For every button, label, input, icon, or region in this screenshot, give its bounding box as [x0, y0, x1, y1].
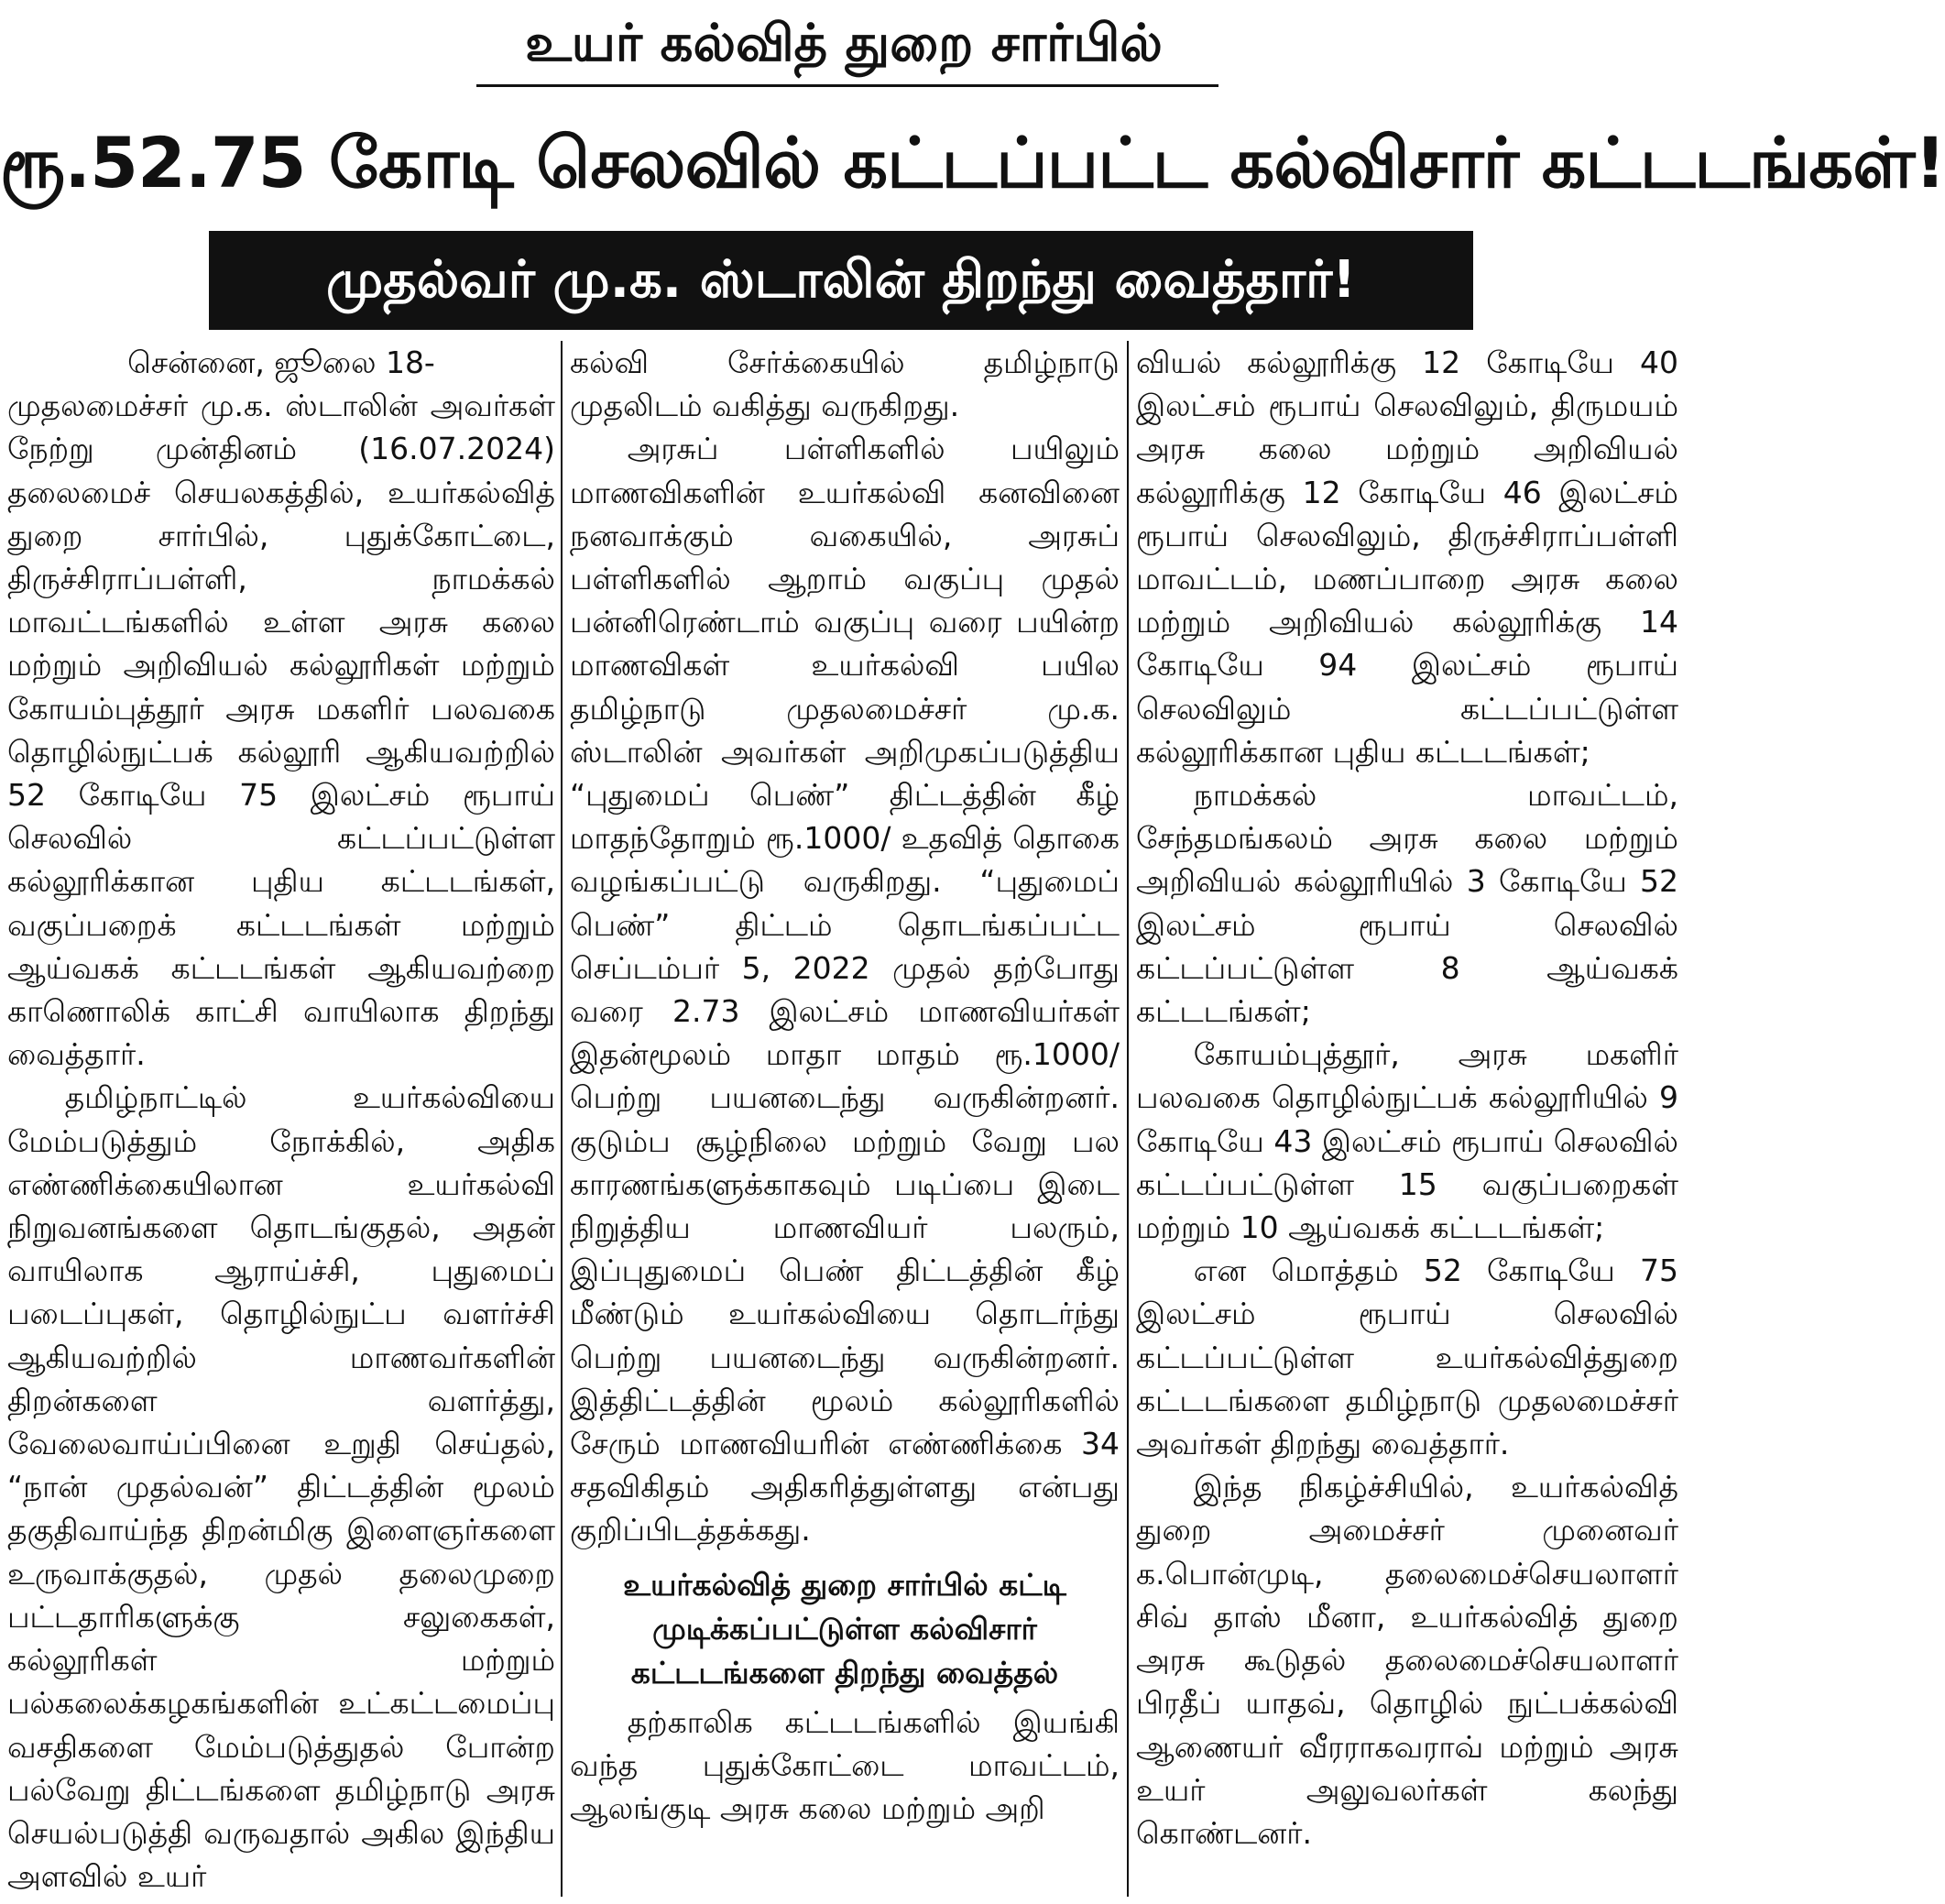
- column-divider: [1127, 341, 1129, 1897]
- subheadline-banner: முதல்வர் மு.க. ஸ்டாலின் திறந்து வைத்தார்!: [209, 231, 1473, 330]
- column-divider: [561, 341, 563, 1897]
- main-headline: ரூ.52.75 கோடி செலவில் கட்டப்பட்ட கல்விசார் கட்டடங்கள்!: [0, 122, 1945, 203]
- article-paragraph: அரசுப் பள்ளிகளில் பயிலும் மாணவிகளின் உயர்கல்வி கனவினை நனவாக்கும் வகையில், அரசுப் பள்ளிகளில் ஆறாம் வகுப்பு முதல் பன்னிரெண்டாம் வகுப்பு வரை பயின்ற மாணவிகள் உயர்கல்வி பயில தமிழ்நாடு முதலமைச்சர் மு.க. ஸ்டாலின் அவர்கள் அறிமுகப்படுத்திய “புதுமைப் பெண்” திட்டத்தின் கீழ் மாதந்தோறும் ரூ.1000/ உதவித் தொகை வழங்கப்பட்டு வருகிறது. “புதுமைப் பெண்” திட்டம் தொடங்கப்பட்ட செப்டம்பர் 5, 2022 முதல் தற்போது வரை 2.73 இலட்சம் மாணவியர்கள் இதன்மூலம் மாதா மாதம் ரூ.1000/ பெற்று பயனடைந்து வருகின்றனர். குடும்ப சூழ்நிலை மற்றும் வேறு பல காரணங்களுக்காகவும் படிப்பை இடை நிறுத்திய மாணவியர் பலரும், இப்புதுமைப் பெண் திட்டத்தின் கீழ் மீண்டும் உயர்கல்வியை தொடர்ந்து பெற்று பயனடைந்து வருகின்றனர். இத்திட்டத்தின் மூலம் கல்லூரிகளில் சேரும் மாணவியரின் எண்ணிக்கை 34 சதவிகிதம் அதிகரித்துள்ளது என்பது குறிப்பிடத்தக்கது.: [570, 431, 1120, 1548]
- article-paragraph: என மொத்தம் 52 கோடியே 75 இலட்சம் ரூபாய் செலவில் கட்டப்பட்டுள்ள உயர்கல்வித்துறை கட்டடங்களை தமிழ்நாடு முதலமைச்சர் அவர்கள் திறந்து வைத்தார்.: [1136, 1253, 1678, 1462]
- article-paragraph: வியல் கல்லூரிக்கு 12 கோடியே 40 இலட்சம் ரூபாய் செலவிலும், திருமயம் அரசு கலை மற்றும் அறிவியல் கல்லூரிக்கு 12 கோடியே 46 இலட்சம் ரூபாய் செலவிலும், திருச்சிராப்பள்ளி மாவட்டம், மணப்பாறை அரசு கலை மற்றும் அறிவியல் கல்லூரிக்கு 14 கோடியே 94 இலட்சம் ரூபாய் செலவிலும் கட்டப்பட்டுள்ள கல்லூரிக்கான புதிய கட்டடங்கள்;: [1136, 345, 1678, 770]
- article-column-3: [1136, 341, 1678, 1897]
- kicker-heading: உயர் கல்வித் துறை சார்பில்: [525, 14, 1163, 73]
- dateline: சென்னை, ஜூலை 18-: [127, 345, 435, 380]
- article-paragraph: முதலமைச்சர் மு.க. ஸ்டாலின் அவர்கள் நேற்று முன்தினம் (16.07.2024) தலைமைச் செயலகத்தில், உயர்கல்வித் துறை சார்பில், புதுக்கோட்டை, திருச்சிராப்பள்ளி, நாமக்கல் மாவட்டங்களில் உள்ள அரசு கலை மற்றும் அறிவியல் கல்லூரிகள் மற்றும் கோயம்புத்தூர் அரசு மகளிர் பலவகை தொழில்நுட்பக் கல்லூரி ஆகியவற்றில் 52 கோடியே 75 இலட்சம் ரூபாய் செலவில் கட்டப்பட்டுள்ள கல்லூரிக்கான புதிய கட்டடங்கள், வகுப்பறைக் கட்டடங்கள் மற்றும் ஆய்வகக் கட்டடங்கள் ஆகியவற்றை காணொலிக் காட்சி வாயிலாக திறந்து வைத்தார்.: [7, 388, 555, 1073]
- section-subheading: உயர்கல்வித் துறை சார்பில் கட்டி முடிக்கப்பட்டுள்ள கல்விசார் கட்டடங்களை திறந்து வைத்தல்: [623, 1566, 1066, 1691]
- article-paragraph: இந்த நிகழ்ச்சியில், உயர்கல்வித் துறை அமைச்சர் முனைவர் க.பொன்முடி, தலைமைச்செயலாளர் சிவ் தாஸ் மீனா, உயர்கல்வித் துறை அரசு கூடுதல் தலைமைச்செயலாளர் பிரதீப் யாதவ், தொழில் நுட்பக்கல்வி ஆணையர் வீரராகவராவ் மற்றும் அரசு உயர் அலுவலர்கள் கலந்து கொண்டனர்.: [1136, 1469, 1678, 1851]
- article-paragraph: தமிழ்நாட்டில் உயர்கல்வியை மேம்படுத்தும் நோக்கில், அதிக எண்ணிக்கையிலான உயர்கல்வி நிறுவனங்களை தொடங்குதல், அதன் வாயிலாக ஆராய்ச்சி, புதுமைப் படைப்புகள், தொழில்நுட்ப வளர்ச்சி ஆகியவற்றில் மாணவர்களின் திறன்களை வளர்த்து, வேலைவாய்ப்பினை உறுதி செய்தல், “நான் முதல்வன்” திட்டத்தின் மூலம் தகுதிவாய்ந்த திறன்மிகு இளைஞர்களை உருவாக்குதல், முதல் தலைமுறை பட்டதாரிகளுக்கு சலுகைகள், கல்லூரிகள் மற்றும் பல்கலைக்கழகங்களின் உட்கட்டமைப்பு வசதிகளை மேம்படுத்துதல் போன்ற பல்வேறு திட்டங்களை தமிழ்நாடு அரசு செயல்படுத்தி வருவதால் அகில இந்திய அளவில் உயர்: [7, 1079, 555, 1895]
- article-paragraph: தற்காலிக கட்டடங்களில் இயங்கி வந்த புதுக்கோட்டை மாவட்டம், ஆலங்குடி அரசு கலை மற்றும் அறி: [570, 1703, 1120, 1827]
- kicker-underline: [476, 84, 1218, 87]
- article-paragraph: நாமக்கல் மாவட்டம், சேந்தமங்கலம் அரசு கலை மற்றும் அறிவியல் கல்லூரியில் 3 கோடியே 52 இலட்சம் ரூபாய் செலவில் கட்டப்பட்டுள்ள 8 ஆய்வகக் கட்டடங்கள்;: [1136, 777, 1678, 1030]
- article-paragraph: கோயம்புத்தூர், அரசு மகளிர் பலவகை தொழில்நுட்பக் கல்லூரியில் 9 கோடியே 43 இலட்சம் ரூபாய் செலவில் கட்டப்பட்டுள்ள 15 வகுப்பறைகள் மற்றும் 10 ஆய்வகக் கட்டடங்கள்;: [1136, 1036, 1678, 1246]
- article-paragraph: கல்வி சேர்க்கையில் தமிழ்நாடு முதலிடம் வகித்து வருகிறது.: [570, 345, 1120, 424]
- article-column-2: [570, 341, 1120, 1897]
- article-column-1: [7, 341, 555, 1897]
